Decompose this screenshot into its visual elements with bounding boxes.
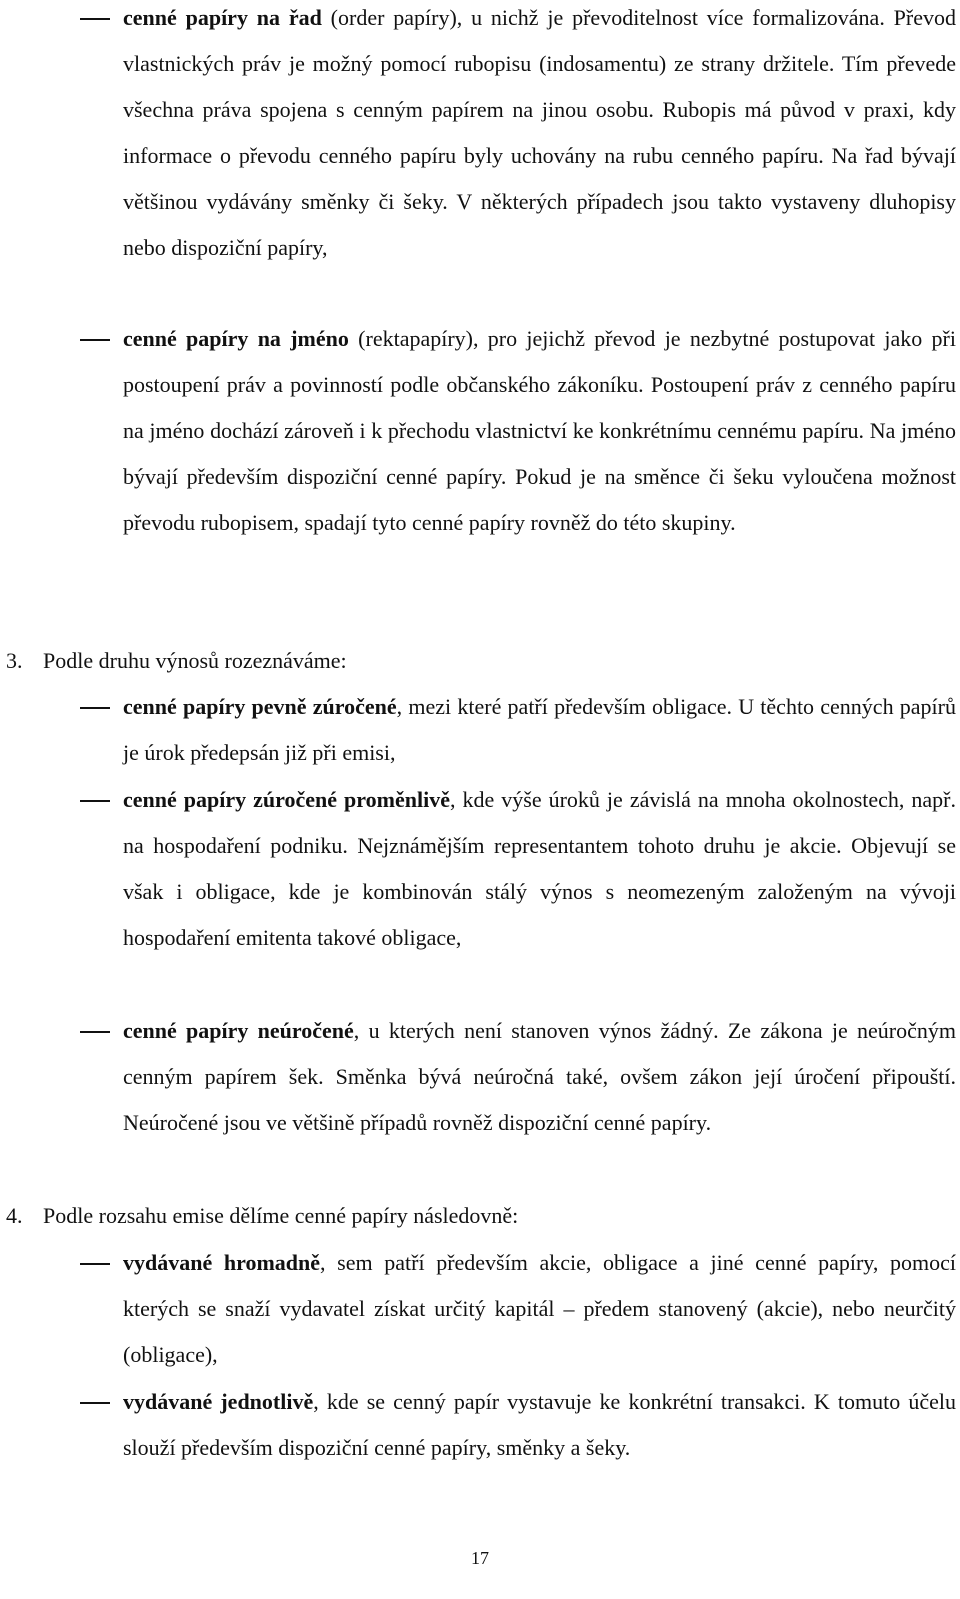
term-description: (rektapapíry), pro jejichž převod je nezbytné postupovat jako při postoupení práv a povinností podle občanského zákoníku. Postoupení práv z cenného papíru na jméno dochází zároveň i k přechodu vlastnictví ke konkrétnímu cennému papíru. Na jméno bývají především dispoziční cenné papíry. Pokud je na směnce či šeku vyloučena možnost převodu rubopisem, spadají tyto cenné papíry rovněž do této skupiny. <box>123 326 956 535</box>
list-item-text <box>123 0 956 271</box>
list-item-text <box>123 684 956 776</box>
term-description: , mezi které patří především obligace. U těchto cenných papírů je úrok předepsán již při emisi, <box>123 694 956 765</box>
term-bold: cenné papíry na jméno <box>123 326 349 351</box>
item-heading-text: Podle rozsahu emise dělíme cenné papíry následovně: <box>43 1203 519 1228</box>
term-description: , kde výše úroků je závislá na mnoha okolnostech, např. na hospodaření podniku. Nejznámějším representantem tohoto druhu je akcie. Objevují se však i obligace, kde je kombinován stálý výnos s neomezeným založeným na vývoji hospodaření emitenta takové obligace, <box>123 787 956 950</box>
term-description: (order papíry), u nichž je převoditelnost více formalizována. Převod vlastnických práv je možný pomocí rubopisu (indosamentu) ze strany držitele. Tím převede všechna práva spojena s cenným papírem na jinou osobu. Rubopis má původ v praxi, kdy informace o převodu cenného papíru byly uchovány na rubu cenného papíru. Na řad bývají většinou vydávány směnky či šeky. V některých případech jsou takto vystaveny dluhopisy nebo dispoziční papíry, <box>123 5 956 260</box>
term-description: , kde se cenný papír vystavuje ke konkrétní transakci. K tomuto účelu slouží především dispoziční cenné papíry, směnky a šeky. <box>123 1389 956 1460</box>
term-description: , sem patří především akcie, obligace a jiné cenné papíry, pomocí kterých se snaží vydavatel získat určitý kapitál – předem stanovený (akcie), nebo neurčitý (obligace), <box>123 1250 956 1367</box>
term-bold: cenné papíry neúročené <box>123 1018 354 1043</box>
item-heading-text: Podle druhu výnosů rozeznáváme: <box>43 648 347 673</box>
term-bold: vydávané jednotlivě <box>123 1389 314 1414</box>
list-item-text <box>123 1240 956 1378</box>
list-item-text <box>123 1379 956 1471</box>
term-bold: cenné papíry na řad <box>123 5 322 30</box>
list-item-text <box>123 1008 956 1146</box>
item-number: 3. <box>6 648 23 673</box>
term-description: , u kterých není stanoven výnos žádný. Ze zákona je neúročným cenným papírem šek. Směnka bývá neúročná také, ovšem zákon její úročení připouští. Neúročené jsou ve většině případů rovněž dispoziční cenné papíry. <box>123 1018 956 1135</box>
numbered-heading-4 <box>6 1193 946 1239</box>
term-bold: cenné papíry zúročené proměnlivě <box>123 787 450 812</box>
term-bold: cenné papíry pevně zúročené <box>123 694 397 719</box>
page-number: 17 <box>471 1548 489 1568</box>
numbered-heading-3 <box>6 638 946 684</box>
item-number: 4. <box>6 1203 23 1228</box>
list-item-text <box>123 777 956 961</box>
list-item-text <box>123 316 956 546</box>
term-bold: vydávané hromadně <box>123 1250 321 1275</box>
